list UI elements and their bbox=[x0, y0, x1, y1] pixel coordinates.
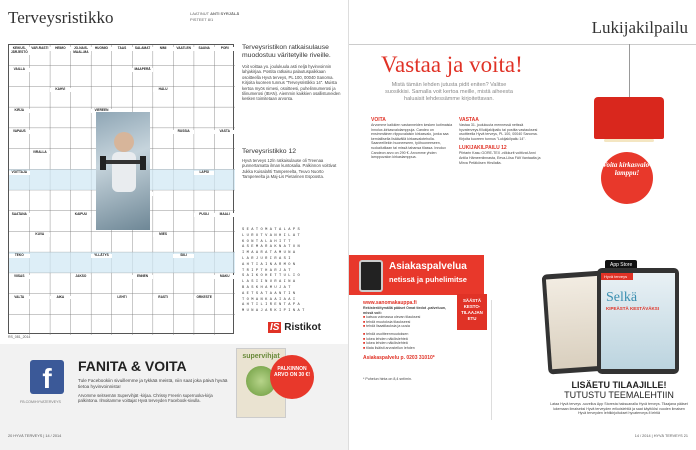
clue-cell: TAAS bbox=[112, 47, 133, 51]
clue-cell: VASTA bbox=[214, 130, 235, 134]
clue-cell: HEIMO bbox=[50, 47, 71, 51]
fb-url[interactable]: FB.COM/HYVATERVEYS bbox=[20, 400, 61, 404]
clue-cell: VAPAUS bbox=[9, 130, 30, 134]
vastaa-section: VASTAA Vastaa 31. joulukuuta mennessä netissä hyvaterveys.fi/lukijakilpailu tai postita vastauksesi osoitteella Hyvä terveys, PL 100, 00040 Sanoma. Kirjoita kuoreen tunnus "Lukijakilpailu 14". LUKIJAKILPAILU 12 Piirtarin Kasu GORE-TEX -nilkkurit voittivat Anni Antila Hämeenlinnasta, Eeva-Liisa Fält Vantaalta ja Mirva Petäkösen Hirsilalta. bbox=[459, 117, 541, 165]
clue-cell: MAKU bbox=[214, 275, 235, 279]
answer-line: I M A A R A T A M U N A bbox=[242, 251, 296, 256]
answer-line: L A R J U R I R A S I bbox=[242, 256, 291, 261]
answer-line: A S E M A R A K N A T U N bbox=[242, 245, 300, 250]
clue-cell: PUOLI bbox=[194, 213, 215, 217]
clue-cell: ENNEN bbox=[132, 275, 153, 279]
answer-line: L U R U T V A N H I L A T bbox=[242, 233, 300, 238]
clue-cell: KAHVI bbox=[50, 88, 71, 92]
left-footer: 20 HYVÄ TERVEYS | 14 / 2014 bbox=[8, 434, 62, 438]
clue-cell: SALAMAT bbox=[132, 47, 153, 51]
fb-body2: Arvomme seitsemän Supervihjät -kirjaa. Chrissy Freerin superruoka-kirja palkintona. Ilmoitamme voittajat Hyvä terveyden Facebook-sivulla. bbox=[78, 393, 213, 404]
right-footer: 14 / 2014 | HYVÄ TERVEYS 21 bbox=[634, 434, 688, 438]
clue-cell: KEIKUS-JÄRJESTÖ bbox=[10, 46, 28, 54]
page-title-lukijakilpailu: Lukijakilpailu bbox=[591, 18, 688, 37]
service-details: www.sanomakauppa.fi Rekisteröitymällä pääset Omat tiedot -palveluun, missä voit: ■ katsoa voimassa olevan tilauksesi ■ tehdä muutoksia tilaukseesi ■ tehdä lisaatilauksia ja uusia ■ tehdä osoitteenmuutoksen ■ lukea lehden näköislehteä ■ lukea lehden näköislehteä ■ tilata lisäisti arvostellun lehden Asiakaspalvelu p. 0203 31010* * Puhelun hinta on 8,4 snt/min. bbox=[363, 300, 455, 382]
author-line: LAATINUT ANTI SYRJÄLÄ bbox=[190, 11, 240, 16]
intro-heading: Terveysristikon ratkaisulause muodostuu väritetyille riveille. bbox=[242, 44, 331, 59]
lamp-badge: Voita kirkasvalo-lamppu! bbox=[601, 152, 653, 204]
clue-cell: AIKA bbox=[50, 296, 71, 300]
answer-line: T O M A N K A A I A A I bbox=[242, 297, 296, 302]
headline: Vastaa ja voita! bbox=[381, 52, 523, 77]
prize-badge: PALKINNON ARVO ON 30 €! bbox=[270, 355, 314, 399]
clue-cell: LEHTI bbox=[112, 296, 133, 300]
divider bbox=[491, 300, 492, 420]
answer-line: S E A T O M A T A L A P S bbox=[242, 228, 300, 232]
clue-cell: KUVA bbox=[30, 233, 51, 237]
clue-cell: MAALI bbox=[214, 213, 235, 217]
clue-cell: VAATI-EN bbox=[173, 47, 194, 51]
clue-cell: YLLÄTYS bbox=[91, 254, 112, 258]
kesto-badge: SÄÄSTÄ KESTO-TILAAJAN ETU bbox=[457, 294, 487, 330]
page-title-terveysristikko: Terveysristikko bbox=[8, 8, 114, 27]
answer-line: A H T I A I N A R M O N bbox=[242, 262, 296, 267]
subheadline: Mistä tämän lehden jutusta pidit eniten? Valitse suosikkisi. Samalla voit kertoa meille, mistä aiheesta haluaisit lehdessämme kirjoitettavan. bbox=[385, 82, 513, 102]
clue-cell: TEKO bbox=[9, 254, 30, 258]
clue-cell: VIISAS bbox=[9, 275, 30, 279]
answer-line: S A I K O H E T T U L I O bbox=[242, 274, 300, 279]
clue-cell: JAKSO bbox=[71, 275, 92, 279]
clue-cell: VIRALLA bbox=[30, 151, 51, 155]
phone-icon bbox=[359, 260, 383, 292]
answer-grid bbox=[242, 228, 342, 315]
clue-cell: KIRJA bbox=[9, 109, 30, 113]
prev-body: Hyvä terveys 12/n ratkaisulause oli Treenaa punnertamatta ilman kuntosalia. Palkinnon voittivat Jukka Kuisalahti Tampereelta, Teuvo Nuorto Tampereelta ja Maj-Lis Pietarinen Espoosta. bbox=[242, 158, 337, 180]
answer-line: B A S K H A M U J A T bbox=[242, 285, 291, 290]
ristikot-logo: IS Ristikot bbox=[270, 322, 321, 333]
answer-line: A H T I L I R E N T A P A bbox=[242, 303, 300, 308]
answer-line: K O N T A L A H I T T bbox=[242, 239, 291, 244]
tilaajat-promo: LISÄETU TILAAJILLE! TUTUSTU TEEMALEHTIIN Lataa Hyvä terveys -sovellus App Storesta haksuanalla Hyvä terveys. Tilaajana pääset lukemaan ilmaiseksi Hyvä terveyden erikoislehtiä ja saat käyttöösi vuoden ilmaisen Hyvä terveyden lehtikirjoitukset hyvaterveys.fi lehtiä bbox=[550, 380, 688, 416]
lamp-cord bbox=[629, 44, 630, 97]
book-cover: supervihjat bbox=[236, 348, 286, 418]
clue-cell: LAPSI bbox=[194, 171, 215, 175]
clue-cell: HALU bbox=[153, 88, 174, 92]
voita-section: VOITA Arvomme kaikkien vastanneiden kesken kotimaisia Innolux-kirkasvalolamppuja. Candeo on ensimmäinen riippuvalaisin kirkasvalo, jonka saa kemiallisella lisäävällä kirkasvaloteholla. Saaneeillekin huoneeseen, työhuoneeseen, ruokailutilaan tai missä tahansa tilassa. Innolux Candeon arvo on 290 €. Arvomme yhden lamppuvalon kirkaslamppua. bbox=[371, 117, 453, 160]
facebook-icon[interactable]: f bbox=[30, 360, 64, 394]
service-banner: Asiakaspalvelua netissä ja puhelimitse bbox=[349, 255, 484, 295]
lamp-shade bbox=[594, 97, 664, 139]
clue-cell: JO-NAIS-MAAL-MA bbox=[71, 47, 92, 55]
clue-cell: MAAPERÄ bbox=[132, 68, 153, 72]
clue-cell: SAUNA bbox=[194, 47, 215, 51]
clue-cell: VAILLA bbox=[9, 68, 30, 72]
clue-cell: ORKESTE bbox=[194, 296, 215, 300]
woman-photo bbox=[96, 112, 150, 230]
app-store-button[interactable]: App Store bbox=[605, 260, 637, 270]
right-page bbox=[348, 0, 696, 450]
clue-cell: NIMI bbox=[153, 47, 174, 51]
clue-cell: VALTA bbox=[9, 296, 30, 300]
clue-cell: SAATANA bbox=[9, 213, 30, 217]
answer-line: M U N A J A R K I P I N A T bbox=[242, 309, 305, 314]
answer-line: T R I P T H A R J A T bbox=[242, 268, 291, 273]
footer-code: RS_081_2014 bbox=[8, 335, 31, 339]
clue-cell: MIES bbox=[153, 233, 174, 237]
clue-cell: KAIPUU bbox=[71, 213, 92, 217]
clue-cell: RUSSIA bbox=[173, 130, 194, 134]
prev-title: Terveysristikko 12 bbox=[242, 148, 297, 155]
points-line: PISTEET 8/1 bbox=[190, 17, 214, 22]
lamp-light bbox=[604, 139, 654, 142]
clue-cell: VIEREEN bbox=[91, 109, 112, 113]
answer-line: A E T S A T A A N T I N bbox=[242, 291, 296, 296]
intro-body: Voit voittaa yo. joulukuula asti neljä hyvinvoinnin lahjakirjaa. Postita ratkaisu palautuspaikkaan osoitteella Hyvä terveys, PL 100, 00040 Sanoma. Kirjoita kuoreen tunnus "Terveysristikko 14". Muista kertoa myös nimesi, osoitteesi, puhelinnumerosi ja tilinumerosi (IBAN). Aiemmin kaikkien osallistuneiden kesken toimitetaan arvonta. bbox=[242, 64, 341, 102]
tablet-right: Hyvä terveys Selkä KIPEÄSTÄ KESTÄVÄKSI bbox=[597, 268, 679, 374]
clue-cell: VOITTAJA bbox=[9, 171, 30, 175]
clue-cell: SIILI bbox=[173, 254, 194, 258]
clue-cell: VAR-RASTI bbox=[31, 46, 49, 50]
header-rule bbox=[349, 44, 696, 45]
clue-cell: RASTI bbox=[153, 296, 174, 300]
fb-body: Tule Facebookiin sivuillemme ja tykkää meistä, niin saat joka päivä hyvää tietoa hyvinvoinnista! bbox=[78, 378, 228, 389]
answer-line: L A S I I N U R A I N A bbox=[242, 280, 296, 285]
clue-cell: PORI bbox=[214, 47, 235, 51]
clue-cell: HUOMIO bbox=[91, 47, 112, 51]
fb-title: FANITA & VOITA bbox=[78, 358, 187, 374]
